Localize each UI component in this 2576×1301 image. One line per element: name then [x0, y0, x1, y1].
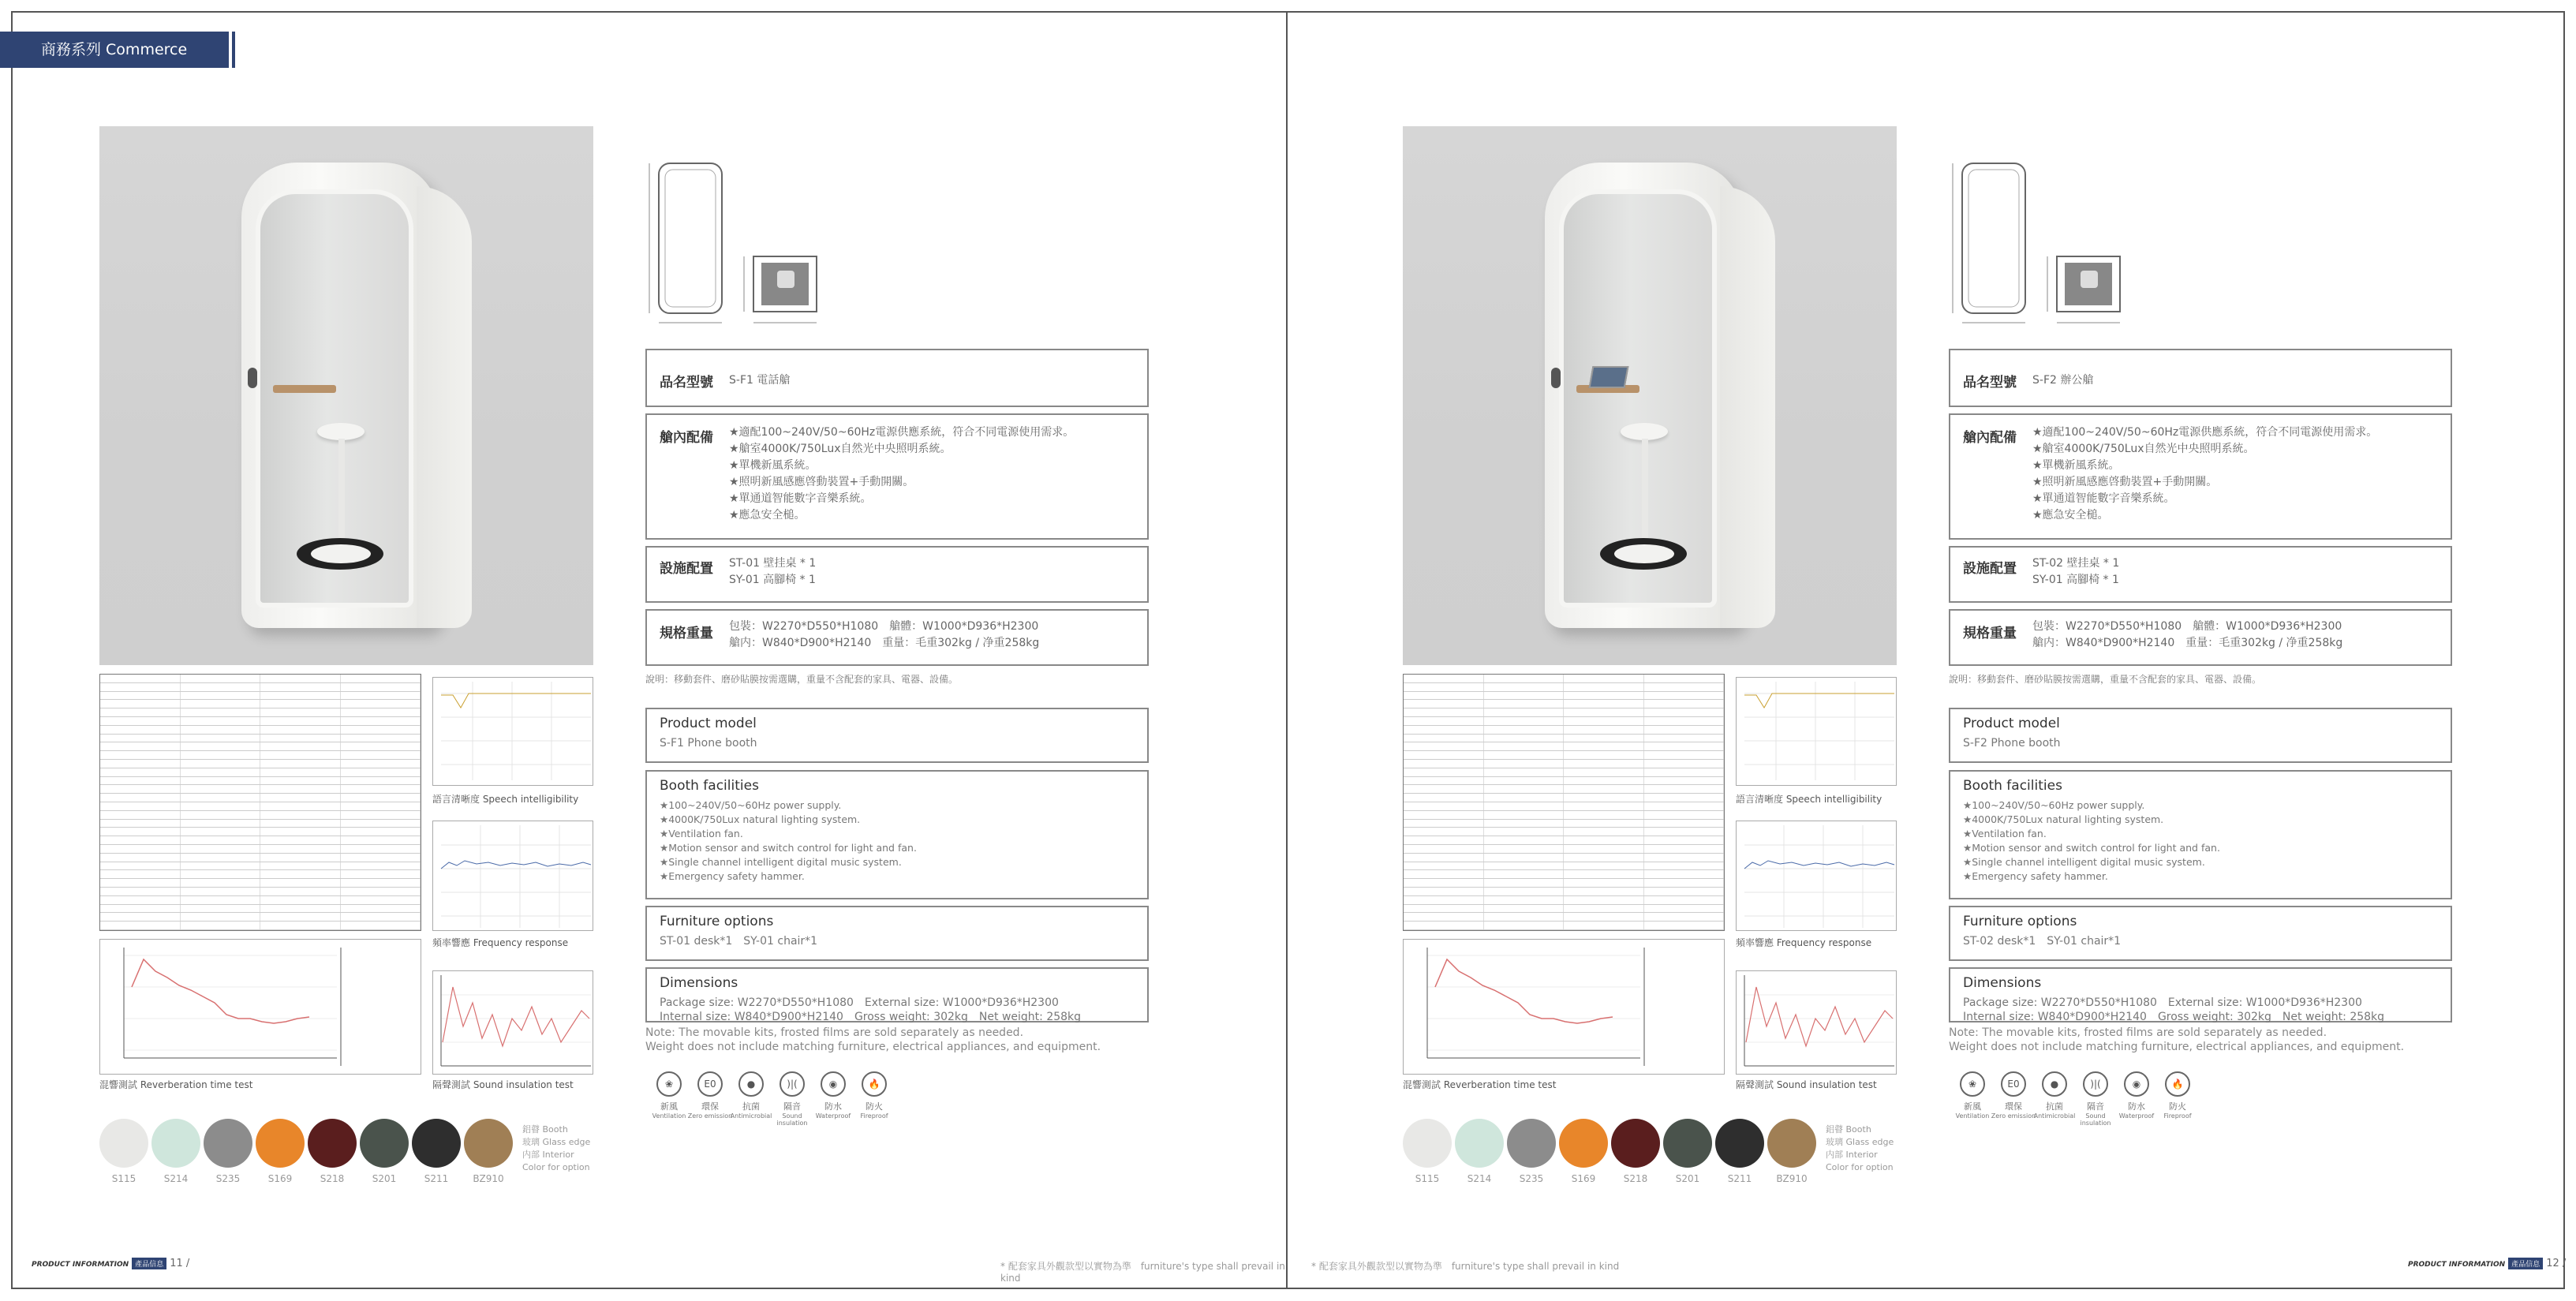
table-row — [100, 845, 421, 854]
table-row — [100, 708, 421, 717]
left-page — [0, 0, 1286, 1301]
table-row — [1404, 760, 1724, 768]
feature-icons: ❀ 新風 Ventilation E0 環保 Zero emission ● 抗菌 Antimicrobial )|( 隔音 Sound insulation ◉ 防水 Waterproof 🔥 防火 Fireproof — [1949, 1071, 2209, 1119]
swatch-label: S201 — [372, 1173, 397, 1184]
table-row — [100, 683, 421, 692]
en-furniture-title: Furniture options — [660, 914, 774, 929]
color-swatch-s115[interactable] — [1403, 1119, 1452, 1168]
booth-illustration — [1545, 163, 1742, 628]
sound-insulation-chart — [432, 970, 593, 1075]
ventilation-icon: ❀ — [1960, 1071, 1985, 1097]
swatch-label: S218 — [320, 1173, 345, 1184]
swatch-label: BZ910 — [1776, 1173, 1808, 1184]
equip-item: ★單通道智能數字音樂系統。 — [2032, 492, 2175, 505]
table-row — [100, 862, 421, 871]
table-row — [1404, 708, 1724, 717]
swatch-label: S201 — [1675, 1173, 1700, 1184]
table-row — [100, 896, 421, 905]
dimension-drawing — [635, 154, 1156, 335]
color-swatch-bz910[interactable] — [464, 1119, 513, 1168]
table-row — [100, 742, 421, 751]
en-dimension-box — [1949, 967, 2452, 1022]
swatch-label: S235 — [215, 1173, 241, 1184]
table-row — [100, 726, 421, 735]
en-dimension-line: Package size: W2270*D550*H1080 External size: W1000*D936*H2300 — [1963, 996, 2362, 1009]
en-product-value: S-F1 Phone booth — [660, 737, 757, 750]
caption-speech: 語言清晰度 Speech intelligibility — [432, 794, 579, 805]
spec-note: 說明：移動套件、磨砂貼膜按需選購，重量不含配套的家具、電器、設備。 — [1949, 674, 2262, 685]
table-row — [100, 760, 421, 768]
left-furniture-note: * 配套家具外觀款型以實物為準 furniture's type shall prevail in kind — [1000, 1261, 1285, 1284]
swatch-label: S115 — [1415, 1173, 1440, 1184]
en-dimension-title: Dimensions — [1963, 975, 2042, 991]
equip-item: ★艙室4000K/750Lux自然光中央照明系統。 — [729, 443, 952, 455]
table-row — [100, 751, 421, 760]
en-facilities-title: Booth facilities — [1963, 778, 2062, 794]
ventilation-icon: ❀ — [656, 1071, 682, 1097]
color-swatch-s201[interactable] — [360, 1119, 409, 1168]
table-row — [1404, 717, 1724, 726]
en-furniture-box — [1949, 906, 2452, 961]
table-row — [1404, 692, 1724, 701]
en-product-box — [645, 708, 1149, 763]
table-row — [1404, 700, 1724, 708]
caption-reverberation: 混響測試 Reverberation time test — [99, 1079, 253, 1090]
frequency-response-chart — [432, 821, 593, 931]
en-dimension-title: Dimensions — [660, 975, 738, 991]
table-row — [100, 735, 421, 743]
table-row — [1404, 870, 1724, 879]
caption-sound-insulation: 隔聲測試 Sound insulation test — [1736, 1079, 1877, 1090]
facility-item: ★ 4000K/750Lux natural lighting system. — [1963, 813, 2438, 827]
color-swatch-s169[interactable] — [256, 1119, 305, 1168]
en-product-value: S-F2 Phone booth — [1963, 737, 2061, 750]
caption-frequency: 頻率響應 Frequency response — [1736, 937, 1872, 948]
table-row — [100, 768, 421, 777]
caption-speech: 語言清晰度 Speech intelligibility — [1736, 794, 1882, 805]
dimension-line: 艙内：W840*D900*H2140 重量：毛重302kg / 净重258kg — [729, 637, 1040, 649]
spec-furniture-box: 設施配置 ST-01 壁挂桌 * 1 SY-01 高腳椅 * 1 — [645, 546, 1149, 603]
color-swatch-s169[interactable] — [1559, 1119, 1608, 1168]
table-row — [100, 777, 421, 786]
table-row — [100, 675, 421, 683]
dimension-line: 包裝：W2270*D550*H1080 艙體：W1000*D936*H2300 — [729, 620, 1039, 633]
en-furniture-box — [645, 906, 1149, 961]
table-row — [1404, 828, 1724, 836]
color-swatch-s211[interactable] — [1715, 1119, 1764, 1168]
en-facilities-box — [1949, 770, 2452, 899]
dimension-line: 艙内：W840*D900*H2140 重量：毛重302kg / 净重258kg — [2032, 637, 2343, 649]
equip-item: ★艙室4000K/750Lux自然光中央照明系統。 — [2032, 443, 2255, 455]
table-row — [100, 854, 421, 862]
color-swatch-s201[interactable] — [1663, 1119, 1712, 1168]
table-row — [1404, 888, 1724, 896]
en-dimension-line: Internal size: W840*D900*H2140 Gross weight: 302kg Net weight: 258kg — [1963, 1011, 2385, 1023]
antibacterial-icon: ● — [2042, 1071, 2067, 1097]
spec-note: 說明：移動套件、磨砂貼膜按需選購，重量不含配套的家具、電器、設備。 — [645, 674, 959, 685]
swatch-label: S169 — [267, 1173, 293, 1184]
reverberation-chart — [1403, 939, 1725, 1075]
facility-item: ★ Emergency safety hammer. — [660, 869, 1135, 884]
table-row — [1404, 735, 1724, 743]
table-row — [1404, 879, 1724, 888]
color-swatch-s115[interactable] — [99, 1119, 148, 1168]
speech-intelligibility-chart — [1736, 677, 1897, 786]
swatch-legend: 鋁瞽 Booth 玻璃 Glass edge 内部 Interior Color for option — [522, 1124, 591, 1172]
table-row — [100, 794, 421, 802]
table-row — [1404, 905, 1724, 914]
equip-item: ★應急安全槌。 — [2032, 509, 2109, 522]
color-swatch-s235[interactable] — [1507, 1119, 1556, 1168]
color-swatch-s218[interactable] — [1611, 1119, 1660, 1168]
table-row — [100, 820, 421, 828]
en-furniture-value: ST-02 desk*1 SY-01 chair*1 — [1963, 935, 2122, 948]
color-swatch-bz910[interactable] — [1767, 1119, 1816, 1168]
table-row — [100, 870, 421, 879]
caption-reverberation: 混響測試 Reverberation time test — [1403, 1079, 1557, 1090]
spec-dimension-box: 規格重量 包裝：W2270*D550*H1080 艙體：W1000*D936*H2300 艙内：W840*D900*H2140 重量：毛重302kg / 净重258kg — [645, 609, 1149, 666]
facility-item: ★ 4000K/750Lux natural lighting system. — [660, 813, 1135, 827]
en-note: Note: The movable kits, frosted films are sold separately as needed. Weight does not include matching furniture, electrical appliances, and equipment. — [645, 1026, 1101, 1053]
table-row — [1404, 675, 1724, 683]
table-row — [100, 811, 421, 820]
swatch-label: BZ910 — [473, 1173, 504, 1184]
facility-item: ★ Emergency safety hammer. — [1963, 869, 2438, 884]
equip-item: ★單機新風系統。 — [729, 459, 817, 472]
table-row — [100, 717, 421, 726]
spec-furniture-box: 設施配置 ST-02 壁挂桌 * 1 SY-01 高腳椅 * 1 — [1949, 546, 2452, 603]
table-row — [100, 692, 421, 701]
facility-item: ★ Single channel intelligent digital music system. — [660, 855, 1135, 869]
table-row — [1404, 811, 1724, 820]
color-swatch-s211[interactable] — [412, 1119, 461, 1168]
table-row — [1404, 854, 1724, 862]
en-note: Note: The movable kits, frosted films are sold separately as needed. Weight does not include matching furniture, electrical appliances, and equipment. — [1949, 1026, 2405, 1053]
table-row — [1404, 785, 1724, 794]
furniture-item: ST-01 壁挂桌 * 1 — [729, 557, 817, 570]
en-dimension-line: Package size: W2270*D550*H1080 External size: W1000*D936*H2300 — [660, 996, 1059, 1009]
furniture-item: SY-01 高腳椅 * 1 — [729, 574, 816, 586]
facility-item: ★ Motion sensor and switch control for light and fan. — [1963, 841, 2438, 855]
antibacterial-icon: ● — [738, 1071, 764, 1097]
table-row — [1404, 802, 1724, 811]
swatch-label: S115 — [111, 1173, 136, 1184]
color-swatch-s214[interactable] — [1455, 1119, 1504, 1168]
speech-intelligibility-chart — [432, 677, 593, 786]
waterproof-icon: ◉ — [2124, 1071, 2149, 1097]
acoustic-test-table — [99, 674, 421, 931]
color-swatch-s218[interactable] — [308, 1119, 357, 1168]
facility-item: ★ Ventilation fan. — [660, 827, 1135, 841]
reverberation-chart — [99, 939, 421, 1075]
table-row — [100, 922, 421, 930]
equip-item: ★應急安全槌。 — [729, 509, 806, 522]
en-product-box — [1949, 708, 2452, 763]
swatch-label: S211 — [424, 1173, 449, 1184]
spec-dimension-box: 規格重量 包裝：W2270*D550*H1080 艙體：W1000*D936*H2300 艙内：W840*D900*H2140 重量：毛重302kg / 净重258kg — [1949, 609, 2452, 666]
table-row — [1404, 913, 1724, 922]
sound-insulation-chart — [1736, 970, 1897, 1075]
product-photo-s-f2 — [1403, 126, 1897, 665]
left-footer: PRODUCT INFORMATION 產品信息 11 / — [32, 1258, 190, 1269]
table-row — [1404, 845, 1724, 854]
acoustic-test-table — [1403, 674, 1725, 931]
table-row — [1404, 683, 1724, 692]
spec-equipment-box: 艙內配備 ★適配100~240V/50~60Hz電源供應系統，符合不同電源使用需求。 ★艙室4000K/750Lux自然光中央照明系統。 ★單機新風系統。 ★照明新風感應啓動裝置+手動開關。 ★單通道智能數字音樂系統。 ★應急安全槌。 — [645, 413, 1149, 540]
swatch-label: S218 — [1623, 1173, 1648, 1184]
en-product-title: Product model — [1963, 716, 2060, 731]
booth-illustration — [241, 163, 439, 628]
table-row — [1404, 922, 1724, 930]
waterproof-icon: ◉ — [821, 1071, 846, 1097]
color-swatch-s235[interactable] — [204, 1119, 252, 1168]
equip-item: ★適配100~240V/50~60Hz電源供應系統，符合不同電源使用需求。 — [729, 426, 1075, 439]
swatch-label: S214 — [163, 1173, 189, 1184]
swatch-label: S169 — [1571, 1173, 1596, 1184]
equip-item: ★照明新風感應啓動裝置+手動開關。 — [2032, 476, 2218, 488]
product-photo-s-f1 — [99, 126, 593, 665]
spec-model-box: 品名型號 S-F2 辦公艙 — [1949, 349, 2452, 407]
fireproof-icon: 🔥 — [2165, 1071, 2190, 1097]
table-row — [1404, 836, 1724, 845]
table-row — [1404, 777, 1724, 786]
table-row — [100, 879, 421, 888]
table-row — [100, 785, 421, 794]
e0-icon: E0 — [2001, 1071, 2026, 1097]
table-row — [100, 888, 421, 896]
swatch-label: S235 — [1519, 1173, 1544, 1184]
table-row — [1404, 768, 1724, 777]
equip-item: ★照明新風感應啓動裝置+手動開關。 — [729, 476, 914, 488]
furniture-item: ST-02 壁挂桌 * 1 — [2032, 557, 2120, 570]
facility-item: ★ Single channel intelligent digital music system. — [1963, 855, 2438, 869]
sound-insulation-icon: )|( — [780, 1071, 805, 1097]
en-furniture-title: Furniture options — [1963, 914, 2077, 929]
right-furniture-note: * 配套家具外觀款型以實物為準 furniture's type shall prevail in kind — [1311, 1261, 1620, 1272]
en-facilities-title: Booth facilities — [660, 778, 759, 794]
fireproof-icon: 🔥 — [862, 1071, 887, 1097]
facility-item: ★ Motion sensor and switch control for light and fan. — [660, 841, 1135, 855]
right-footer: PRODUCT INFORMATION 產品信息 12 / — [2408, 1258, 2567, 1269]
table-row — [1404, 751, 1724, 760]
table-row — [100, 802, 421, 811]
en-dimension-line: Internal size: W840*D900*H2140 Gross weight: 302kg Net weight: 258kg — [660, 1011, 1082, 1023]
furniture-item: SY-01 高腳椅 * 1 — [2032, 574, 2119, 586]
equip-item: ★單機新風系統。 — [2032, 459, 2120, 472]
swatch-label: S214 — [1467, 1173, 1492, 1184]
en-facilities-box — [645, 770, 1149, 899]
en-dimension-box — [645, 967, 1149, 1022]
table-row — [100, 905, 421, 914]
table-row — [100, 700, 421, 708]
table-row — [100, 913, 421, 922]
right-page — [1288, 0, 2574, 1301]
dimension-drawing — [1939, 154, 2459, 335]
facility-item: ★ Ventilation fan. — [1963, 827, 2438, 841]
equip-item: ★適配100~240V/50~60Hz電源供應系統，符合不同電源使用需求。 — [2032, 426, 2378, 439]
table-row — [1404, 742, 1724, 751]
series-header: 商務系列 Commerce series — [0, 32, 229, 68]
e0-icon: E0 — [697, 1071, 723, 1097]
swatch-label: S211 — [1727, 1173, 1752, 1184]
spec-equipment-box: 艙內配備 ★適配100~240V/50~60Hz電源供應系統，符合不同電源使用需求。 ★艙室4000K/750Lux自然光中央照明系統。 ★單機新風系統。 ★照明新風感應啓動裝置+手動開關。 ★單通道智能數字音樂系統。 ★應急安全槌。 — [1949, 413, 2452, 540]
caption-frequency: 頻率響應 Frequency response — [432, 937, 569, 948]
table-row — [100, 828, 421, 836]
caption-sound-insulation: 隔聲測試 Sound insulation test — [432, 1079, 574, 1090]
table-row — [1404, 896, 1724, 905]
swatch-legend: 鋁瞽 Booth 玻璃 Glass edge 内部 Interior Color for option — [1826, 1124, 1894, 1172]
feature-icons: ❀ 新風 Ventilation E0 環保 Zero emission ● 抗菌 Antimicrobial )|( 隔音 Sound insulation ◉ 防水 Waterproof 🔥 防火 Fireproof — [645, 1071, 906, 1119]
en-furniture-value: ST-01 desk*1 SY-01 chair*1 — [660, 935, 818, 948]
facility-item: ★ 100~240V/50~60Hz power supply. — [1963, 798, 2438, 813]
facility-item: ★ 100~240V/50~60Hz power supply. — [660, 798, 1135, 813]
en-product-title: Product model — [660, 716, 757, 731]
color-swatch-s214[interactable] — [151, 1119, 200, 1168]
spec-model-box: 品名型號 S-F1 電話艙 — [645, 349, 1149, 407]
table-row — [1404, 794, 1724, 802]
table-row — [100, 836, 421, 845]
equip-item: ★單通道智能數字音樂系統。 — [729, 492, 872, 505]
table-row — [1404, 862, 1724, 871]
frequency-response-chart — [1736, 821, 1897, 931]
table-row — [1404, 726, 1724, 735]
table-row — [1404, 820, 1724, 828]
sound-insulation-icon: )|( — [2083, 1071, 2108, 1097]
dimension-line: 包裝：W2270*D550*H1080 艙體：W1000*D936*H2300 — [2032, 620, 2342, 633]
